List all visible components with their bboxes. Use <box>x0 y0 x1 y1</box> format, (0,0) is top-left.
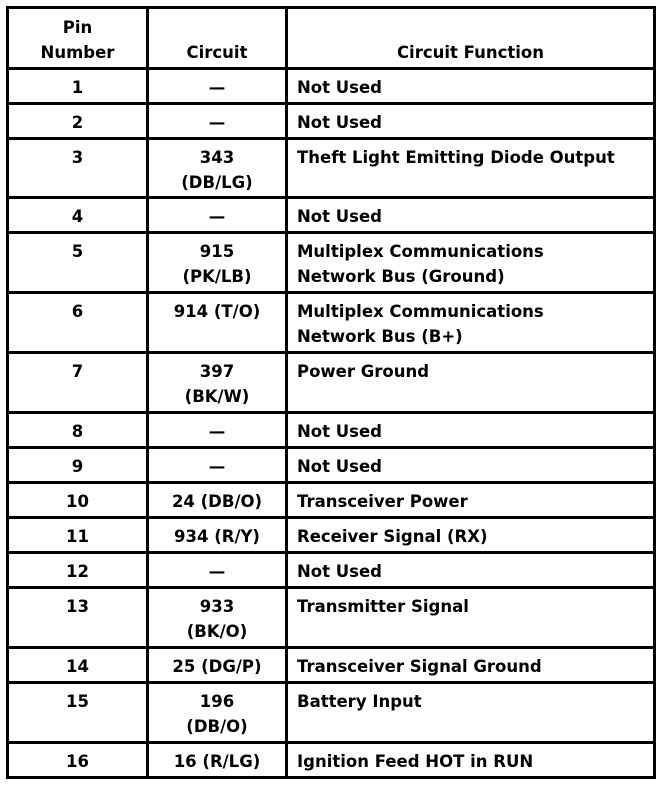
circuit-function-text: Ignition Feed HOT in RUN <box>297 752 534 771</box>
circuit-cell <box>148 139 287 198</box>
table-row <box>8 743 655 778</box>
table-row <box>8 353 655 413</box>
circuit-cell <box>148 553 287 588</box>
pin-header-line-1: Pin <box>62 18 93 37</box>
circuit-cell <box>148 104 287 139</box>
circuit-function-text: Multiplex Communications <box>297 302 544 321</box>
table-row <box>8 104 655 139</box>
pin-number-cell: 14 <box>8 648 148 683</box>
circuit-cell <box>148 588 287 648</box>
table-row <box>8 588 655 648</box>
circuit-header: Circuit <box>148 8 287 69</box>
circuit-function-text: Transceiver Power <box>297 492 468 511</box>
circuit-function-cell <box>287 683 655 743</box>
circuit-text: (DB/O) <box>186 717 248 736</box>
pin-number-cell: 4 <box>8 198 148 233</box>
circuit-text: 397 <box>199 362 235 381</box>
table-row <box>8 683 655 743</box>
pin-number-cell: 12 <box>8 553 148 588</box>
circuit-text: (BK/W) <box>184 387 250 406</box>
circuit-function-cell <box>287 588 655 648</box>
circuit-cell <box>148 648 287 683</box>
table-row <box>8 69 655 104</box>
circuit-function-cell <box>287 104 655 139</box>
table-row <box>8 553 655 588</box>
table-row <box>8 413 655 448</box>
circuit-function-cell <box>287 353 655 413</box>
pin-number-cell: 7 <box>8 353 148 413</box>
circuit-function-text: Battery Input <box>297 692 422 711</box>
pin-number-cell: 2 <box>8 104 148 139</box>
circuit-text: 915 <box>199 242 235 261</box>
circuit-function-cell <box>287 518 655 553</box>
circuit-text: 196 <box>199 692 235 711</box>
circuit-text: (PK/LB) <box>182 267 252 286</box>
pin-number-cell: 15 <box>8 683 148 743</box>
circuit-function-cell <box>287 553 655 588</box>
circuit-cell <box>148 69 287 104</box>
circuit-function-text: Theft Light Emitting Diode Output <box>297 148 615 167</box>
circuit-function-cell <box>287 233 655 293</box>
circuit-function-text: Not Used <box>297 562 382 581</box>
circuit-text: 933 <box>199 597 235 616</box>
circuit-text: — <box>208 457 226 476</box>
circuit-text: — <box>208 422 226 441</box>
circuit-text: — <box>208 113 226 132</box>
circuit-cell <box>148 683 287 743</box>
circuit-function-text: Multiplex Communications <box>297 242 544 261</box>
circuit-function-cell <box>287 448 655 483</box>
pin-number-cell: 8 <box>8 413 148 448</box>
circuit-cell <box>148 448 287 483</box>
circuit-function-text: Not Used <box>297 457 382 476</box>
circuit-cell <box>148 293 287 353</box>
circuit-function-text: Network Bus (B+) <box>297 327 463 346</box>
circuit-function-text: Not Used <box>297 78 382 97</box>
header-row <box>8 8 655 69</box>
pin-header-line-2: Number <box>40 43 115 62</box>
circuit-cell <box>148 413 287 448</box>
circuit-cell <box>148 198 287 233</box>
circuit-function-text: Not Used <box>297 207 382 226</box>
pin-number-cell: 3 <box>8 139 148 198</box>
circuit-function-cell <box>287 69 655 104</box>
table-row <box>8 483 655 518</box>
circuit-function-cell <box>287 198 655 233</box>
circuit-text: (BK/O) <box>186 622 248 641</box>
circuit-cell <box>148 233 287 293</box>
circuit-function-text: Not Used <box>297 422 382 441</box>
pin-number-cell: 13 <box>8 588 148 648</box>
circuit-cell <box>148 483 287 518</box>
pin-number-cell: 16 <box>8 743 148 778</box>
pin-number-cell: 9 <box>8 448 148 483</box>
circuit-function-cell <box>287 413 655 448</box>
pinout-table <box>6 6 656 779</box>
circuit-function-cell <box>287 648 655 683</box>
circuit-function-text: Not Used <box>297 113 382 132</box>
circuit-text: 24 (DB/O) <box>171 492 263 511</box>
circuit-function-text: Power Ground <box>297 362 430 381</box>
pin-number-cell: 1 <box>8 69 148 104</box>
circuit-text: (DB/LG) <box>181 173 253 192</box>
circuit-function-text: Network Bus (Ground) <box>297 267 505 286</box>
pin-number-cell: 10 <box>8 483 148 518</box>
pin-number-cell: 11 <box>8 518 148 553</box>
circuit-function-cell <box>287 483 655 518</box>
circuit-function-header: Circuit Function <box>287 8 655 69</box>
circuit-text: — <box>208 207 226 226</box>
circuit-function-cell <box>287 139 655 198</box>
circuit-text: 343 <box>199 148 235 167</box>
table-row <box>8 293 655 353</box>
circuit-cell <box>148 743 287 778</box>
table-row <box>8 648 655 683</box>
table-row <box>8 448 655 483</box>
circuit-text: 25 (DG/P) <box>172 657 262 676</box>
table-row <box>8 518 655 553</box>
circuit-function-text: Receiver Signal (RX) <box>297 527 488 546</box>
circuit-text: — <box>208 78 226 97</box>
circuit-function-cell <box>287 293 655 353</box>
pin-number-cell: 5 <box>8 233 148 293</box>
pin-number-header <box>8 8 148 69</box>
circuit-text: 16 (R/LG) <box>173 752 261 771</box>
circuit-text: 934 (R/Y) <box>174 527 260 546</box>
circuit-text: 914 (T/O) <box>173 302 261 321</box>
table-body <box>8 69 655 778</box>
pin-number-cell: 6 <box>8 293 148 353</box>
table-row <box>8 198 655 233</box>
circuit-cell <box>148 518 287 553</box>
circuit-cell <box>148 353 287 413</box>
circuit-function-cell <box>287 743 655 778</box>
table-row <box>8 139 655 198</box>
circuit-function-text: Transmitter Signal <box>297 597 469 616</box>
table-row <box>8 233 655 293</box>
circuit-function-text: Transceiver Signal Ground <box>297 657 542 676</box>
circuit-text: — <box>208 562 226 581</box>
